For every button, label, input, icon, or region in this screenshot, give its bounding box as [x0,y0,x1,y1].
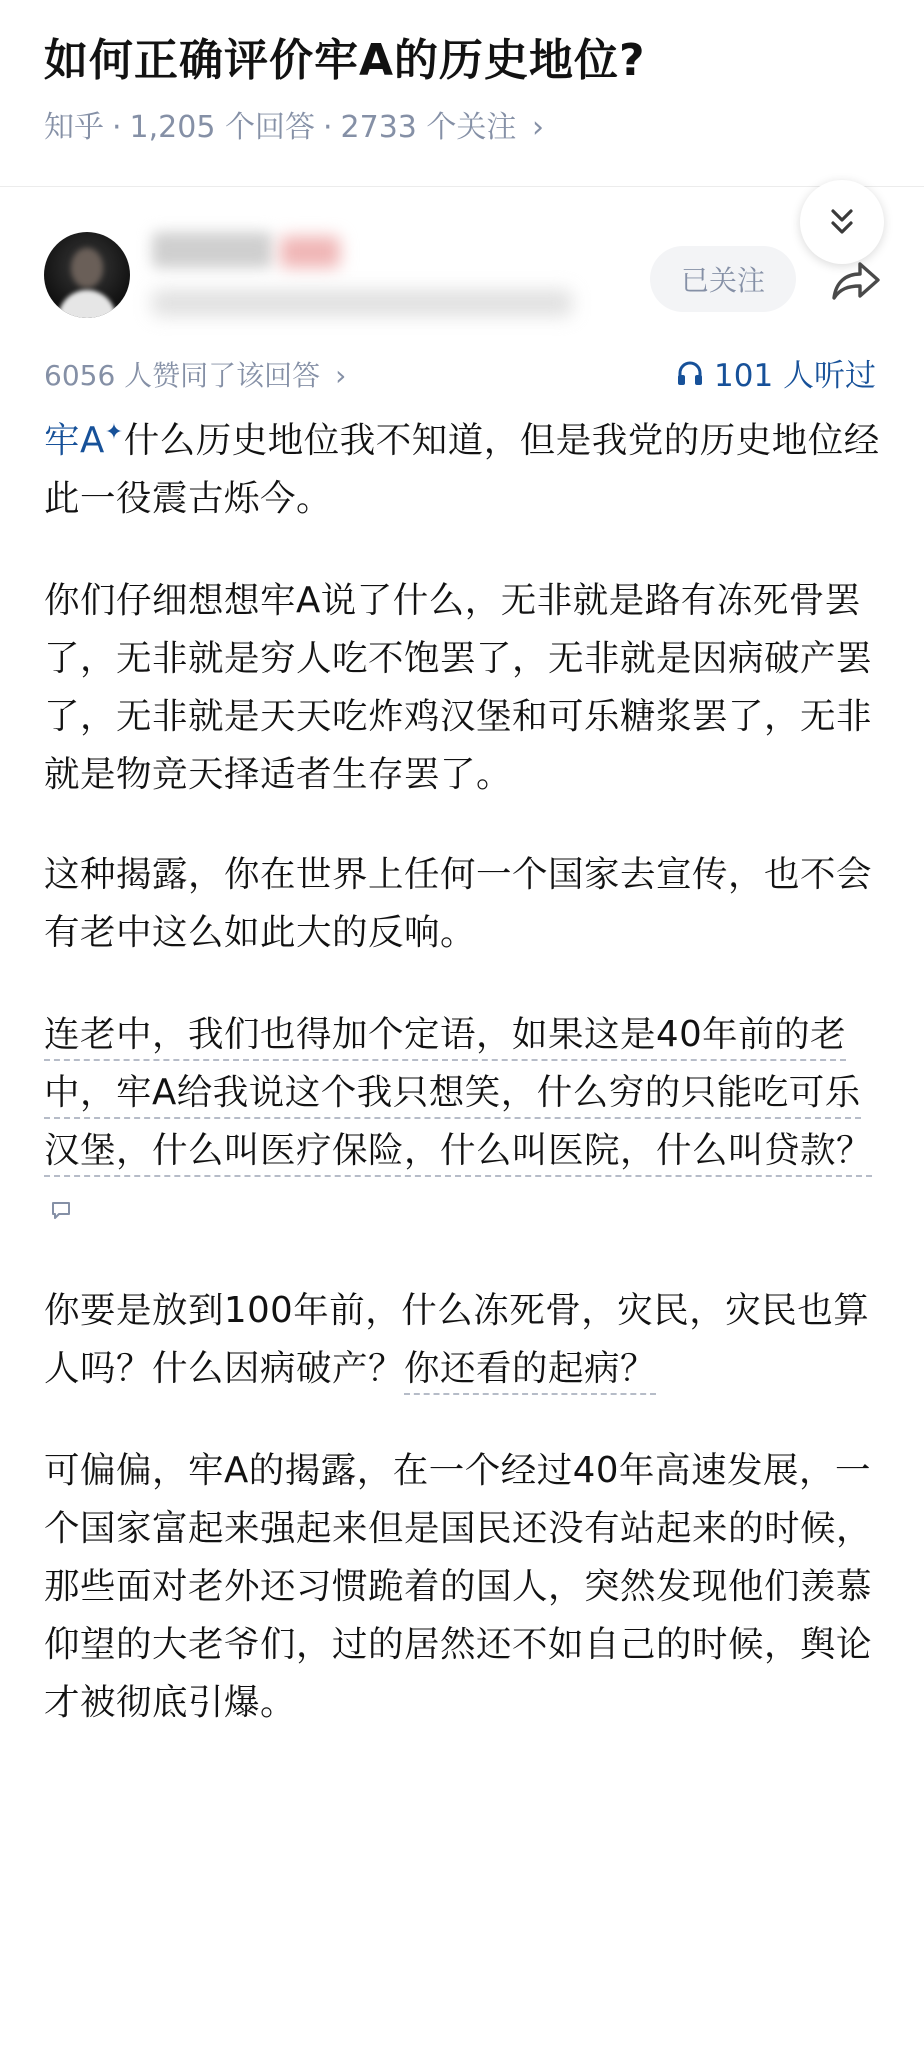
highlighted-text[interactable]: 连老中，我们也得加个定语，如果这是40年前的老中，牢A给我说这个我只想笑，什么穷的只能吃可乐汉堡，什么叫医疗保险，什么叫医院，什么叫贷款？ [44,1014,872,1177]
listen-text: 101 人听过 [714,358,877,394]
answer-paragraph: 这种揭露，你在世界上任何一个国家去宣传，也不会有老中这么如此大的反响。 [44,854,873,953]
chevron-double-down-icon [827,205,857,239]
meta-separator: · [322,110,333,145]
author-name-blurred[interactable] [152,232,272,268]
comment-icon[interactable] [50,1200,72,1220]
answer-paragraph: 可偏偏，牢A的揭露，在一个经过40年高速发展，一个国家富起来强起来但是国民还没有站起来的时候，那些面对老外还习惯跪着的国人，突然发现他们羡慕仰望的大老爷们，过的居然还不如自己的时候，舆论才被彻底引爆。 [44,1450,873,1723]
keyword-link[interactable]: 牢A [44,420,105,461]
answer-count: 1,205 个回答 [129,110,315,145]
author-badge-blurred [280,236,340,268]
answer-paragraph [44,412,890,528]
answer-paragraph [44,1282,890,1398]
author-bio-blurred [152,290,572,316]
highlighted-text[interactable]: 你还看的起病？ [404,1348,656,1395]
answer-paragraph-text: 你要是放到100年前，什么冻死骨，灾民，灾民也算人吗？什么因病破产？ [44,1290,870,1389]
answer-paragraph: 你们仔细想想牢A说了什么，无非就是路有冻死骨罢了，无非就是穷人吃不饱罢了，无非就是因病破产罢了，无非就是天天吃炸鸡汉堡和可乐糖浆罢了，无非就是物竞天择适者生存罢了。 [44,580,873,795]
follow-button[interactable]: 已关注 [650,246,796,312]
collapse-button[interactable] [800,180,884,264]
agree-count[interactable] [44,354,346,394]
author-avatar[interactable] [44,232,130,318]
share-arrow-icon[interactable] [826,256,882,306]
agree-chevron-icon: › [335,359,347,392]
headphones-icon [676,359,704,387]
meta-chevron-icon: › [531,110,544,145]
source-label: 知乎 [44,110,104,145]
question-meta[interactable] [44,102,544,146]
follow-count: 2733 个关注 [340,110,517,145]
listen-count[interactable] [676,350,876,395]
header-divider [0,186,924,187]
answer-content [44,412,890,1776]
question-title[interactable]: 如何正确评价牢A的历史地位? [44,35,646,86]
answer-paragraph-text: 什么历史地位我不知道，但是我党的历史地位经此一役震古烁今。 [44,420,880,519]
meta-separator: · [112,110,122,145]
agree-text: 6056 人赞同了该回答 [44,359,321,392]
keyword-link-sparkle-icon: ✦ [104,420,124,446]
answer-paragraph-highlighted[interactable] [44,1006,890,1238]
